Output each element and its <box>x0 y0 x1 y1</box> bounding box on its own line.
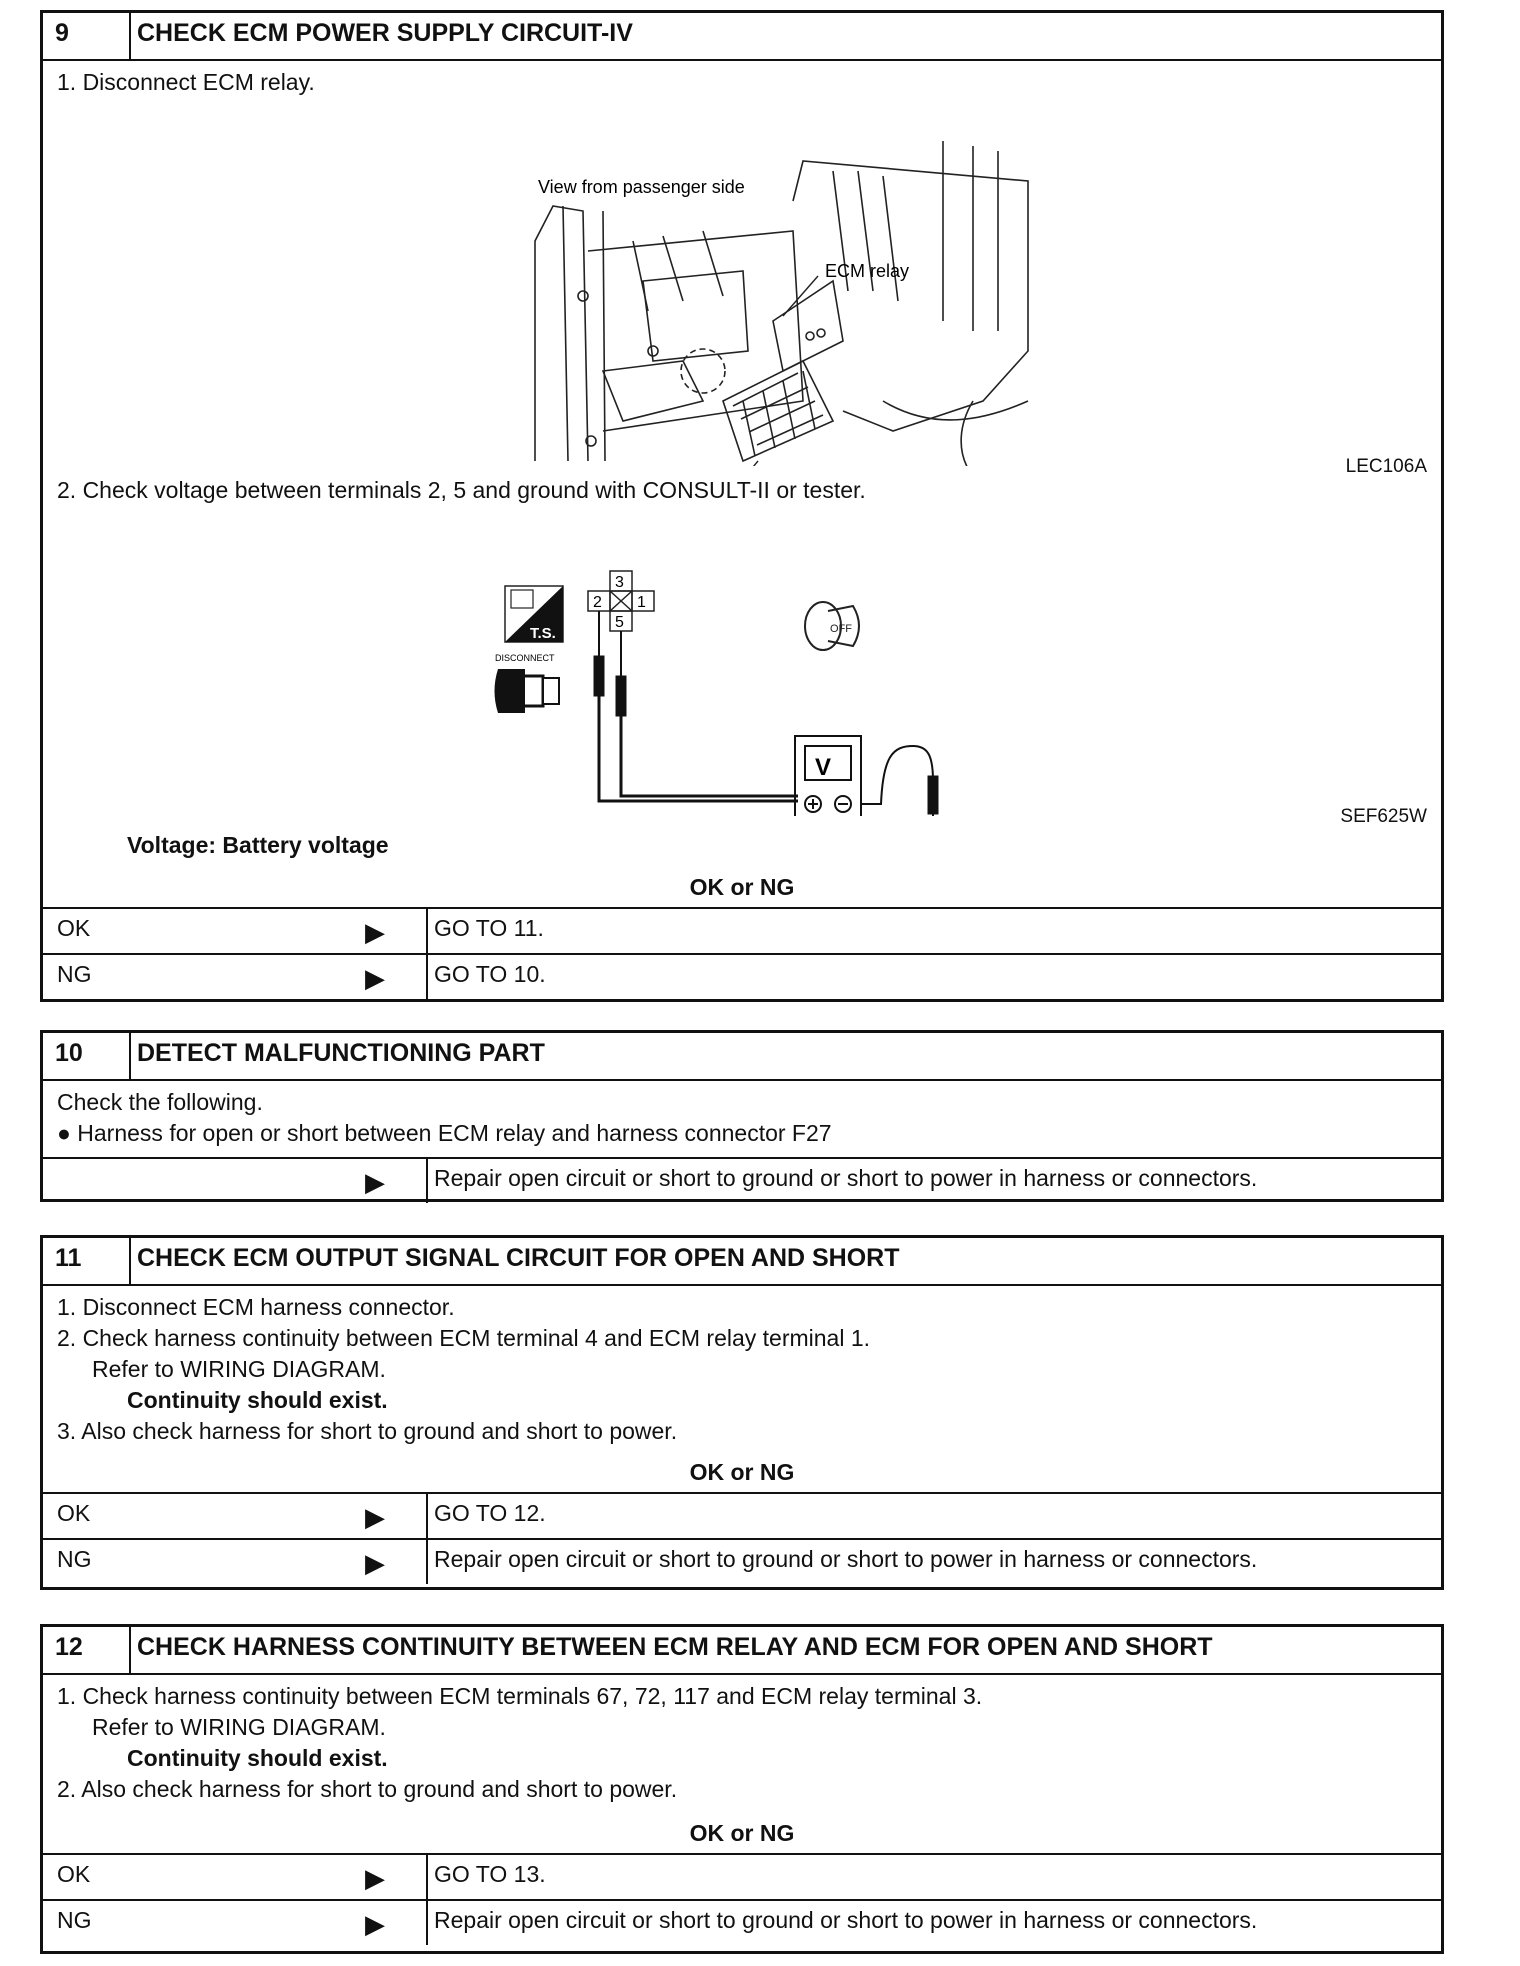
step-body <box>43 1286 1441 1452</box>
step-header <box>43 1627 1441 1675</box>
disconnect-label: DISCONNECT <box>495 653 555 663</box>
instruction-line: 2. Check harness continuity between ECM terminal 4 and ECM relay terminal 1. <box>57 1325 871 1351</box>
continuity-spec: Continuity should exist. <box>127 1745 388 1771</box>
svg-text:T.S.: T.S. <box>530 625 556 642</box>
terminal-5: 5 <box>615 614 624 631</box>
step-number: 10 <box>43 1033 131 1079</box>
result-action: GO TO 13. <box>434 1861 546 1887</box>
arrow-icon: ▶ <box>365 1548 385 1578</box>
ecm-relay-location-illustration <box>43 101 1433 466</box>
result-action: Repair open circuit or short to ground or short to power in harness or connectors. <box>434 1165 1258 1191</box>
step-11-box <box>40 1235 1444 1590</box>
result-action: Repair open circuit or short to ground or short to power in harness or connectors. <box>434 1546 1258 1572</box>
terminal-3: 3 <box>615 574 624 591</box>
instruction-line: Refer to WIRING DIAGRAM. <box>92 1714 386 1740</box>
result-action: GO TO 11. <box>434 915 544 941</box>
instruction-line: 3. Also check harness for short to ground and short to power. <box>57 1418 678 1444</box>
instruction-line: 1. Disconnect ECM harness connector. <box>57 1294 455 1320</box>
result-row-ok <box>43 1492 1441 1538</box>
result-row-ng <box>43 953 1441 999</box>
instruction-line: 1. Disconnect ECM relay. <box>57 69 315 95</box>
step-number: 11 <box>43 1238 131 1284</box>
result-key: OK <box>57 1861 91 1887</box>
step-title: CHECK ECM POWER SUPPLY CIRCUIT-IV <box>137 19 633 47</box>
instruction-line: Refer to WIRING DIAGRAM. <box>92 1356 386 1382</box>
step-title: CHECK HARNESS CONTINUITY BETWEEN ECM RELAY AND ECM FOR OPEN AND SHORT <box>137 1633 1213 1661</box>
arrow-icon: ▶ <box>365 1909 385 1939</box>
instruction-line: 2. Also check harness for short to ground and short to power. <box>57 1776 678 1802</box>
voltage-check-illustration <box>43 566 1433 816</box>
instruction-line: ● Harness for open or short between ECM relay and harness connector F27 <box>57 1120 832 1146</box>
ground-symbol <box>921 776 945 816</box>
voltage-spec: Voltage: Battery voltage <box>127 832 389 858</box>
instruction-line: 1. Check harness continuity between ECM terminals 67, 72, 117 and ECM relay terminal 3. <box>57 1683 983 1709</box>
voltmeter-label: V <box>815 754 832 781</box>
result-action: GO TO 10. <box>434 961 546 987</box>
step-9-box <box>40 10 1444 1002</box>
ok-or-ng-label: OK or NG <box>689 1820 795 1846</box>
ecm-relay-label: ECM relay <box>825 261 910 281</box>
arrow-icon: ▶ <box>365 1863 385 1893</box>
ok-or-ng-label: OK or NG <box>689 1459 795 1485</box>
result-row-ok <box>43 907 1441 953</box>
instruction-line: Check the following. <box>57 1089 263 1115</box>
result-row-ng <box>43 1538 1441 1584</box>
probe-leads <box>594 611 798 801</box>
result-action: GO TO 12. <box>434 1500 546 1526</box>
arrow-icon: ▶ <box>365 963 385 993</box>
result-action: Repair open circuit or short to ground or short to power in harness or connectors. <box>434 1907 1258 1933</box>
figure-code: LEC106A <box>1345 456 1427 477</box>
step-number: 12 <box>43 1627 131 1673</box>
result-key: NG <box>57 961 92 987</box>
svg-text:OFF: OFF <box>830 623 852 635</box>
figure-code: SEF625W <box>1340 806 1427 827</box>
instruction-line: 2. Check voltage between terminals 2, 5 and ground with CONSULT-II or tester. <box>57 477 866 503</box>
result-key: NG <box>57 1907 92 1933</box>
step-10-box <box>40 1030 1444 1202</box>
arrow-icon: ▶ <box>365 917 385 947</box>
step-body <box>43 61 1441 867</box>
result-row <box>43 1157 1441 1203</box>
disconnect-icon <box>495 669 560 713</box>
step-header <box>43 13 1441 61</box>
ok-or-ng-label: OK or NG <box>689 874 795 900</box>
step-body <box>43 1675 1441 1813</box>
step-title: DETECT MALFUNCTIONING PART <box>137 1039 545 1067</box>
result-key: OK <box>57 1500 91 1526</box>
result-key: OK <box>57 915 91 941</box>
step-header <box>43 1033 1441 1081</box>
result-row-ok <box>43 1853 1441 1899</box>
step-12-box <box>40 1624 1444 1954</box>
result-key: NG <box>57 1546 92 1572</box>
continuity-spec: Continuity should exist. <box>127 1387 388 1413</box>
ts-icon <box>505 586 563 642</box>
terminal-1: 1 <box>637 594 646 611</box>
step-title: CHECK ECM OUTPUT SIGNAL CIRCUIT FOR OPEN AND SHORT <box>137 1244 900 1272</box>
ignition-off-icon <box>805 602 859 650</box>
result-row-ng <box>43 1899 1441 1945</box>
arrow-icon: ▶ <box>365 1167 385 1197</box>
step-body <box>43 1081 1441 1157</box>
terminal-2: 2 <box>593 594 602 611</box>
step-header <box>43 1238 1441 1286</box>
figure-caption: View from passenger side <box>538 177 745 197</box>
arrow-icon: ▶ <box>365 1502 385 1532</box>
step-number: 9 <box>43 13 131 59</box>
